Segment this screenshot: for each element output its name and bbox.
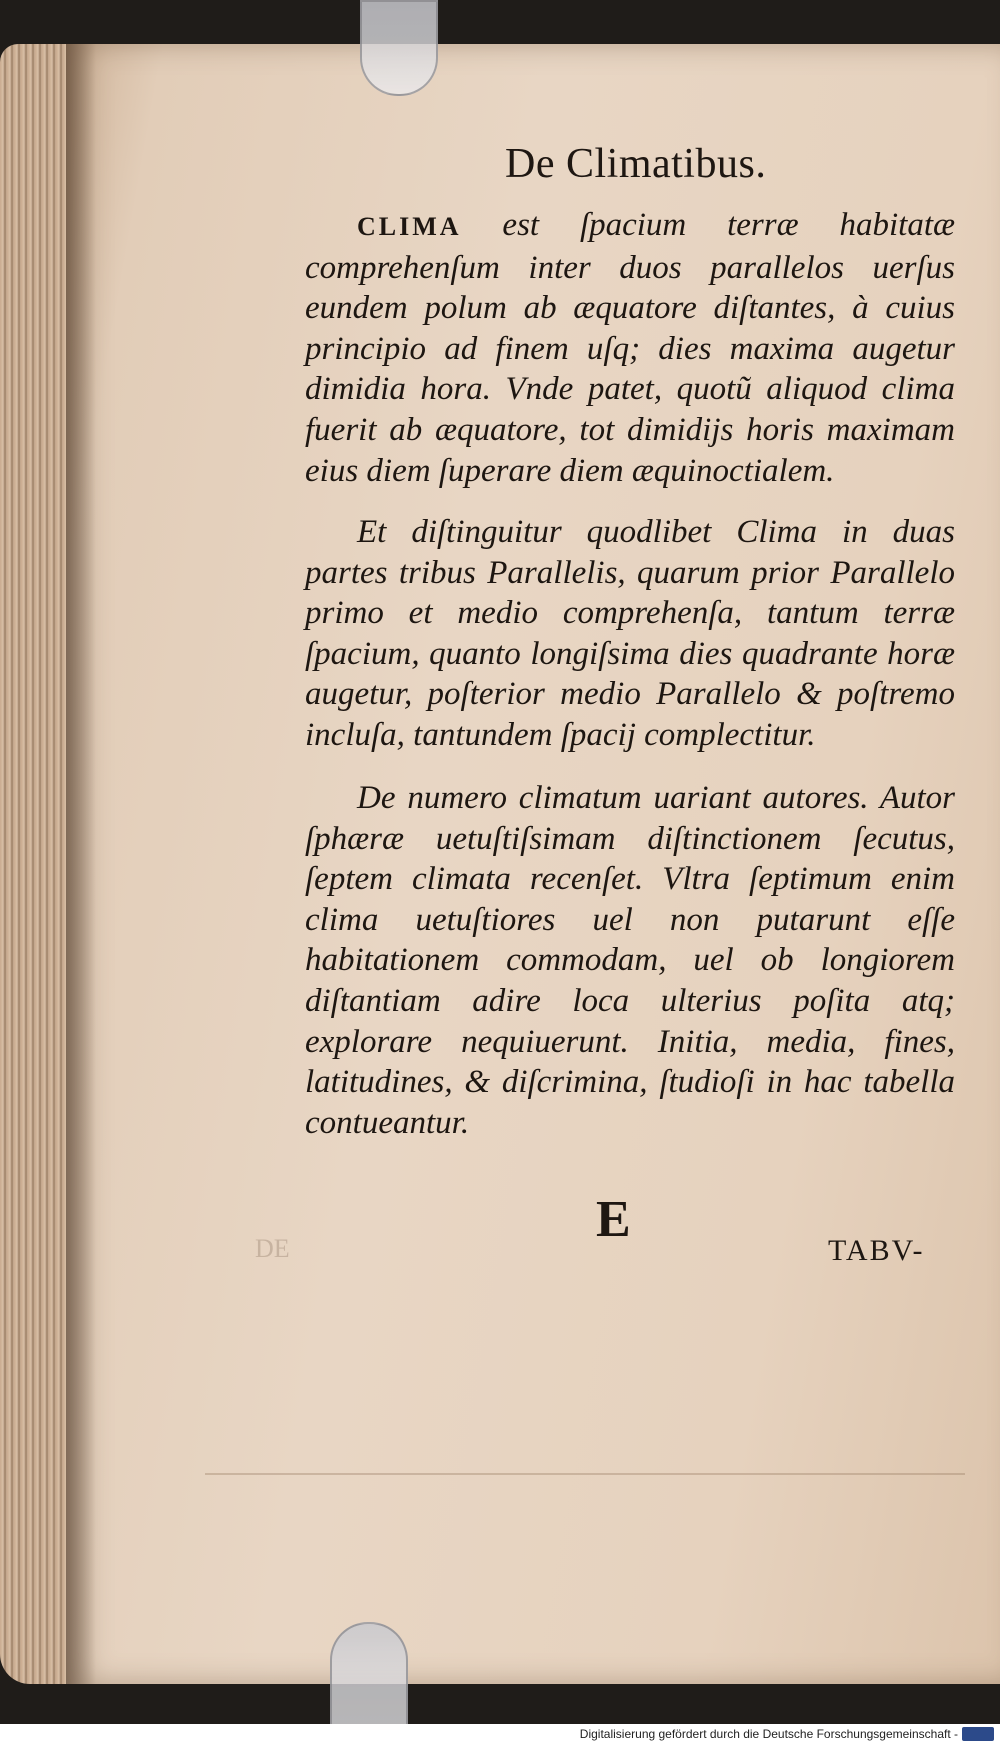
footer-credit: Digitalisierung gefördert durch die Deutsche Forschungsgemeinschaft - bbox=[579, 1727, 958, 1741]
page-title: De Climatibus. bbox=[505, 141, 767, 187]
signature-mark: E bbox=[596, 1191, 631, 1248]
paragraph-text: est ſpacium terræ habitatæ comprehenſum inter duos parallelos uerſus eundem polum ab æquatore diſtantes, à cuius principio ad finem uſq; dies maxima augetur dimidia hora. Vnde patet, quotũ aliquod clima fuerit ab æquatore, tot dimidijs horis maximam eius diem ſuperare diem æquinoctialem. bbox=[305, 207, 955, 489]
page-clip-bottom bbox=[330, 1622, 408, 1732]
paragraph-text: De numero climatum uariant autores. Autor ſphæræ uetuſtiſsimam diſtinctionem ſecutus, ſeptem climata recenſet. Vltra ſeptimum enim clima uetuſtiores uel non putarunt eſſe habitationem commodam, uel ob longiorem diſtantiam adire loca ulterius poſita atq; explorare nequiuerunt. Initia, media, fines, latitudines, & diſcrimina, ſtudioſi in hac tabella contueantur. bbox=[305, 780, 955, 1141]
show-through-text: DE bbox=[255, 1234, 290, 1263]
gutter-shadow bbox=[66, 44, 96, 1684]
page-clip-top bbox=[360, 0, 438, 96]
paragraph-text: Et diſtinguitur quodlibet Clima in duas partes tribus Parallelis, quarum prior Parallelo primo et medio comprehenſa, tantum terræ ſpacium, quanto longiſsima dies quadrante horæ augetur, poſterior medio Parallelo & poſtremo incluſa, tantundem ſpacij complectitur. bbox=[305, 514, 955, 753]
paragraph-1 bbox=[305, 205, 955, 491]
paragraph-2 bbox=[305, 512, 955, 756]
plate-mark-line bbox=[205, 1473, 965, 1475]
paragraph-lead: CLIMA bbox=[357, 212, 462, 241]
paragraph-3 bbox=[305, 778, 955, 1143]
dfg-logo-icon bbox=[962, 1727, 994, 1741]
catchword: TABV- bbox=[828, 1234, 925, 1267]
